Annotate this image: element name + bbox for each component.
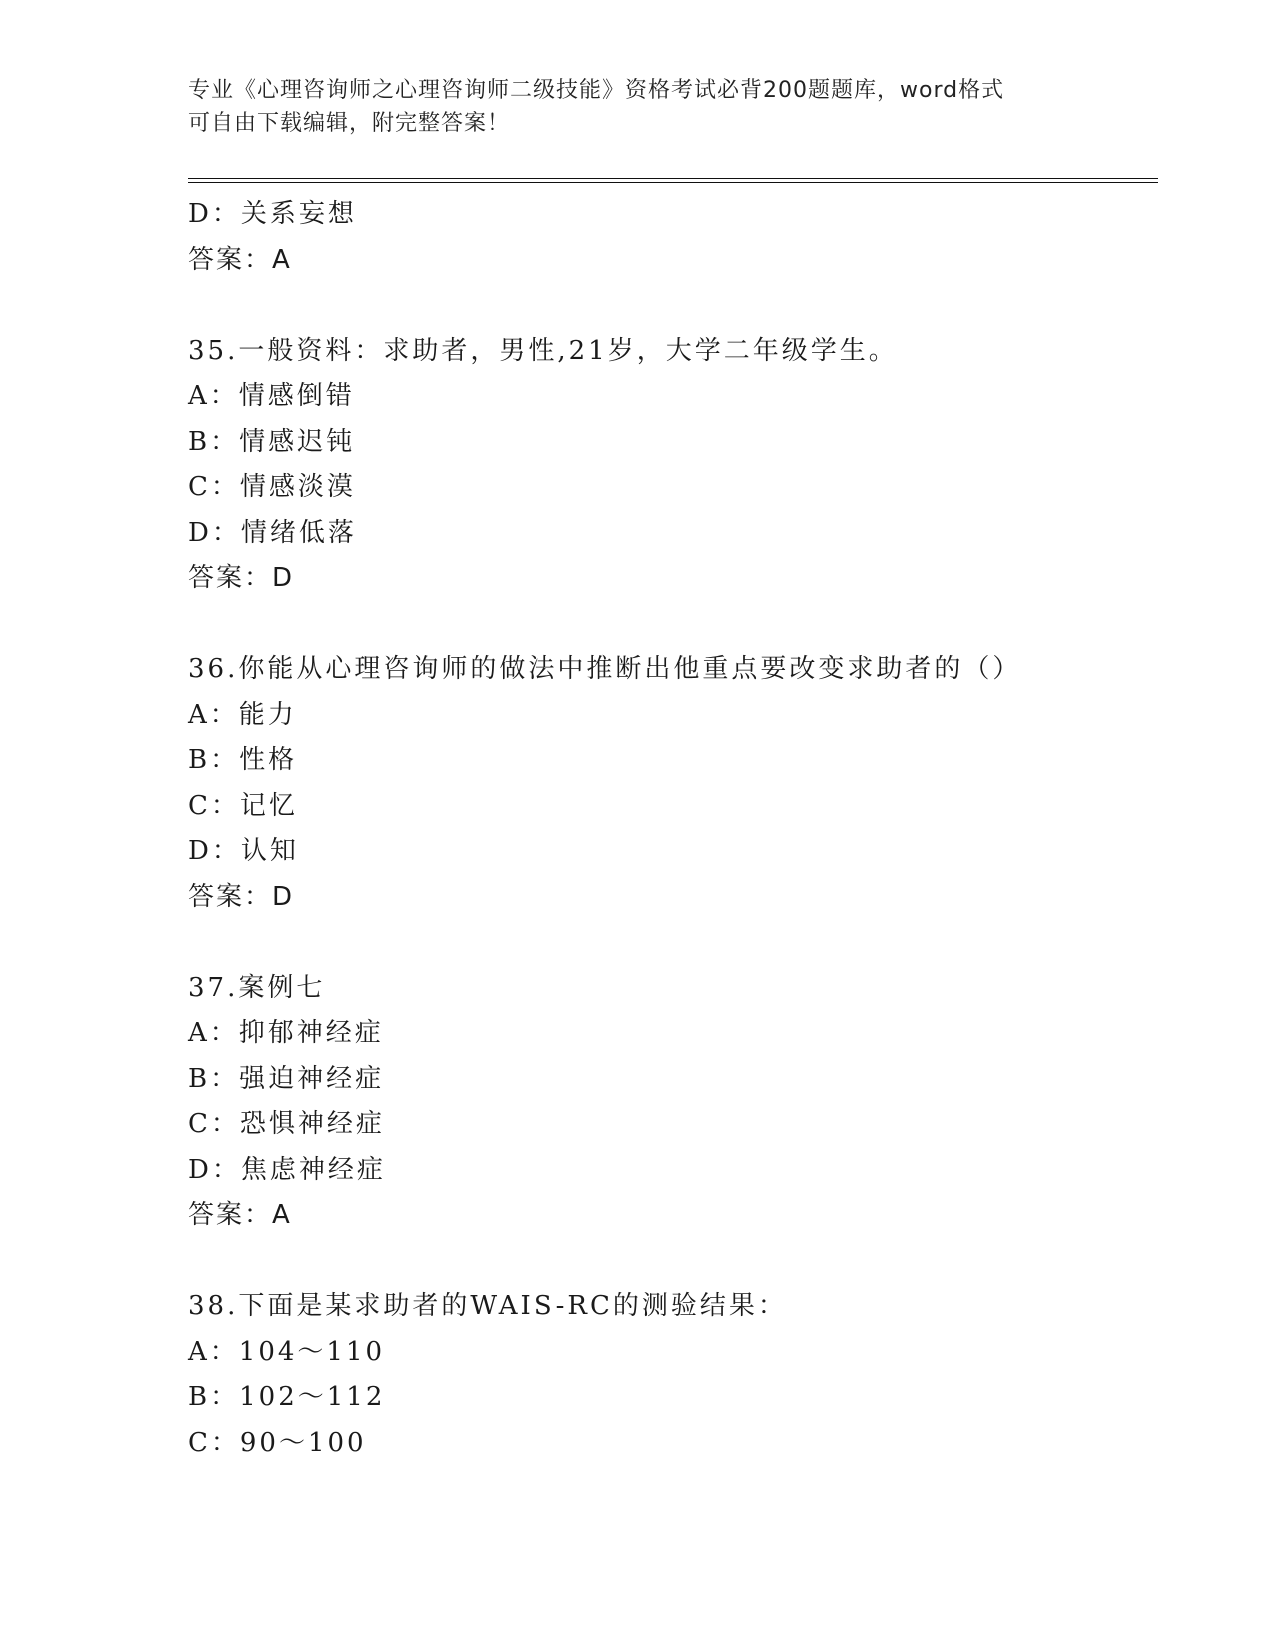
option-b: B：性格 <box>188 745 298 775</box>
header-title-line-1: 专业《心理咨询师之心理咨询师二级技能》资格考试必背200题题库，word格式 <box>188 78 1005 103</box>
option-a: A：能力 <box>188 699 297 730</box>
question-stem: 37.案例七 <box>188 972 326 1003</box>
document-header <box>188 74 1088 140</box>
option-b: B：强迫神经症 <box>188 1063 385 1094</box>
option-c: C：情感淡漠 <box>188 472 356 502</box>
option-d: D：情绪低落 <box>188 517 357 548</box>
question-item-37 <box>188 966 1148 1239</box>
spacer <box>188 1239 1148 1285</box>
option-c: C：记忆 <box>188 790 298 821</box>
option-b: B：102～112 <box>188 1382 386 1412</box>
spacer <box>188 602 1148 648</box>
question-item-35 <box>188 329 1148 602</box>
answer-line: 答案：D <box>188 563 295 593</box>
question-stem: 38.下面是某求助者的WAIS-RC的测验结果： <box>188 1291 787 1321</box>
option-a: A：抑郁神经症 <box>188 1018 384 1048</box>
answer-line: 答案：A <box>188 1200 292 1230</box>
question-stem: 36.你能从心理咨询师的做法中推断出他重点要改变求助者的（） <box>188 654 1022 684</box>
question-item-36 <box>188 647 1148 920</box>
option-c: C：90～100 <box>188 1427 367 1458</box>
option-d: D：关系妄想 <box>188 199 357 229</box>
option-b: B：情感迟钝 <box>188 426 356 457</box>
header-title-line-2: 可自由下载编辑，附完整答案！ <box>188 111 511 136</box>
option-d: D：焦虑神经症 <box>188 1154 386 1185</box>
option-a: A：104～110 <box>188 1336 386 1367</box>
option-c: C：恐惧神经症 <box>188 1109 385 1139</box>
answer-line: 答案：D <box>188 881 295 912</box>
question-item-38 <box>188 1284 1148 1466</box>
question-stem: 35.一般资料：求助者，男性,21岁，大学二年级学生。 <box>188 335 898 366</box>
spacer <box>188 283 1148 329</box>
option-d: D：认知 <box>188 836 299 866</box>
header-divider <box>188 178 1158 183</box>
answer-line: 答案：A <box>188 244 292 275</box>
question-list <box>188 192 1148 1466</box>
option-a: A：情感倒错 <box>188 381 355 411</box>
spacer <box>188 920 1148 966</box>
